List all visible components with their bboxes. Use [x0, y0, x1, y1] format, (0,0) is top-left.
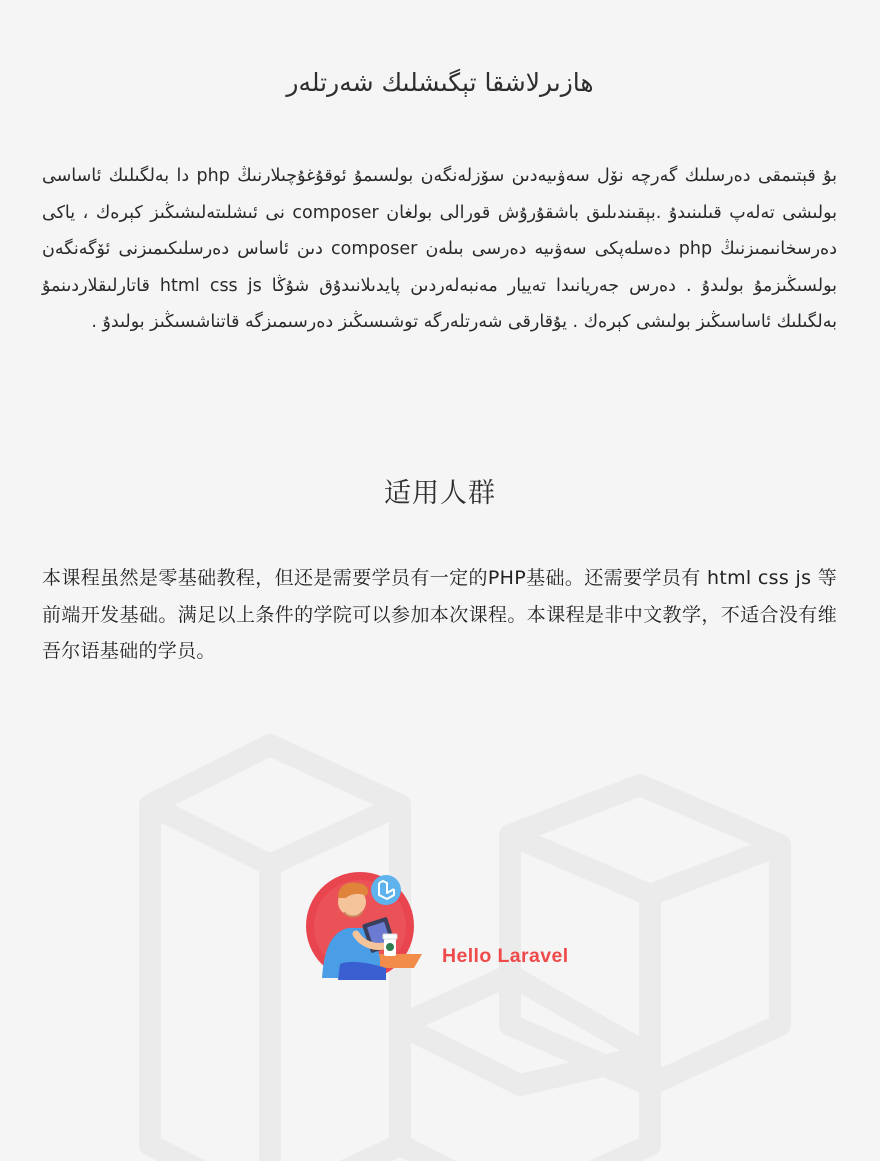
laravel-logo-icon — [371, 875, 401, 905]
requirements-title: هازىرلاشقا تېگىشلىك شەرتلەر — [286, 68, 594, 97]
audience-text: 本课程虽然是零基础教程，但还是需要学员有一定的PHP基础。还需要学员有 html css js 等前端开发基础。满足以上条件的学院可以参加本次课程。本课程是非中文教学，不适合没有维吾尔语基础的学员。 — [42, 567, 837, 662]
requirements-text: بۇ قېتىمقى دەرسلىك گەرچە نۆل سەۋىيەدىن سۆزلەنگەن بولسىمۇ ئوقۇغۇچىلارنىڭ php دا بەلگىلىك ئاساسى بولىشى تەلەپ قىلىنىدۇ .بېقىندىلىق باشقۇرۇش قورالى بولغان composer نى ئىشلىتەلىشىڭىز كېرەك ، ياكى دەرسخانىمىزنىڭ php دەسلەپكى سەۋىيە دەرسى بىلەن composer دىن ئاساس دەرسلىكىمىزنى ئۆگەنگەن بولسىڭىزمۇ بولىدۇ . دەرس جەريانىدا تەييار مەنبەلەردىن پايدىلانىدۇق شۇڭا html css js قاتارلىقلاردىنمۇ بەلگىلىك ئاساسىڭىز بولىشى كېرەك . يۇقارقى شەرتلەرگە توشىسىڭىز دەرسىمىزگە قاتناشسىڭىز بولىدۇ . — [42, 166, 838, 333]
audience-title: 适用人群 — [384, 478, 496, 509]
hero-caption: Hello Laravel — [442, 945, 569, 967]
coffee-cup-icon — [383, 934, 397, 956]
hero-illustration — [300, 868, 600, 988]
